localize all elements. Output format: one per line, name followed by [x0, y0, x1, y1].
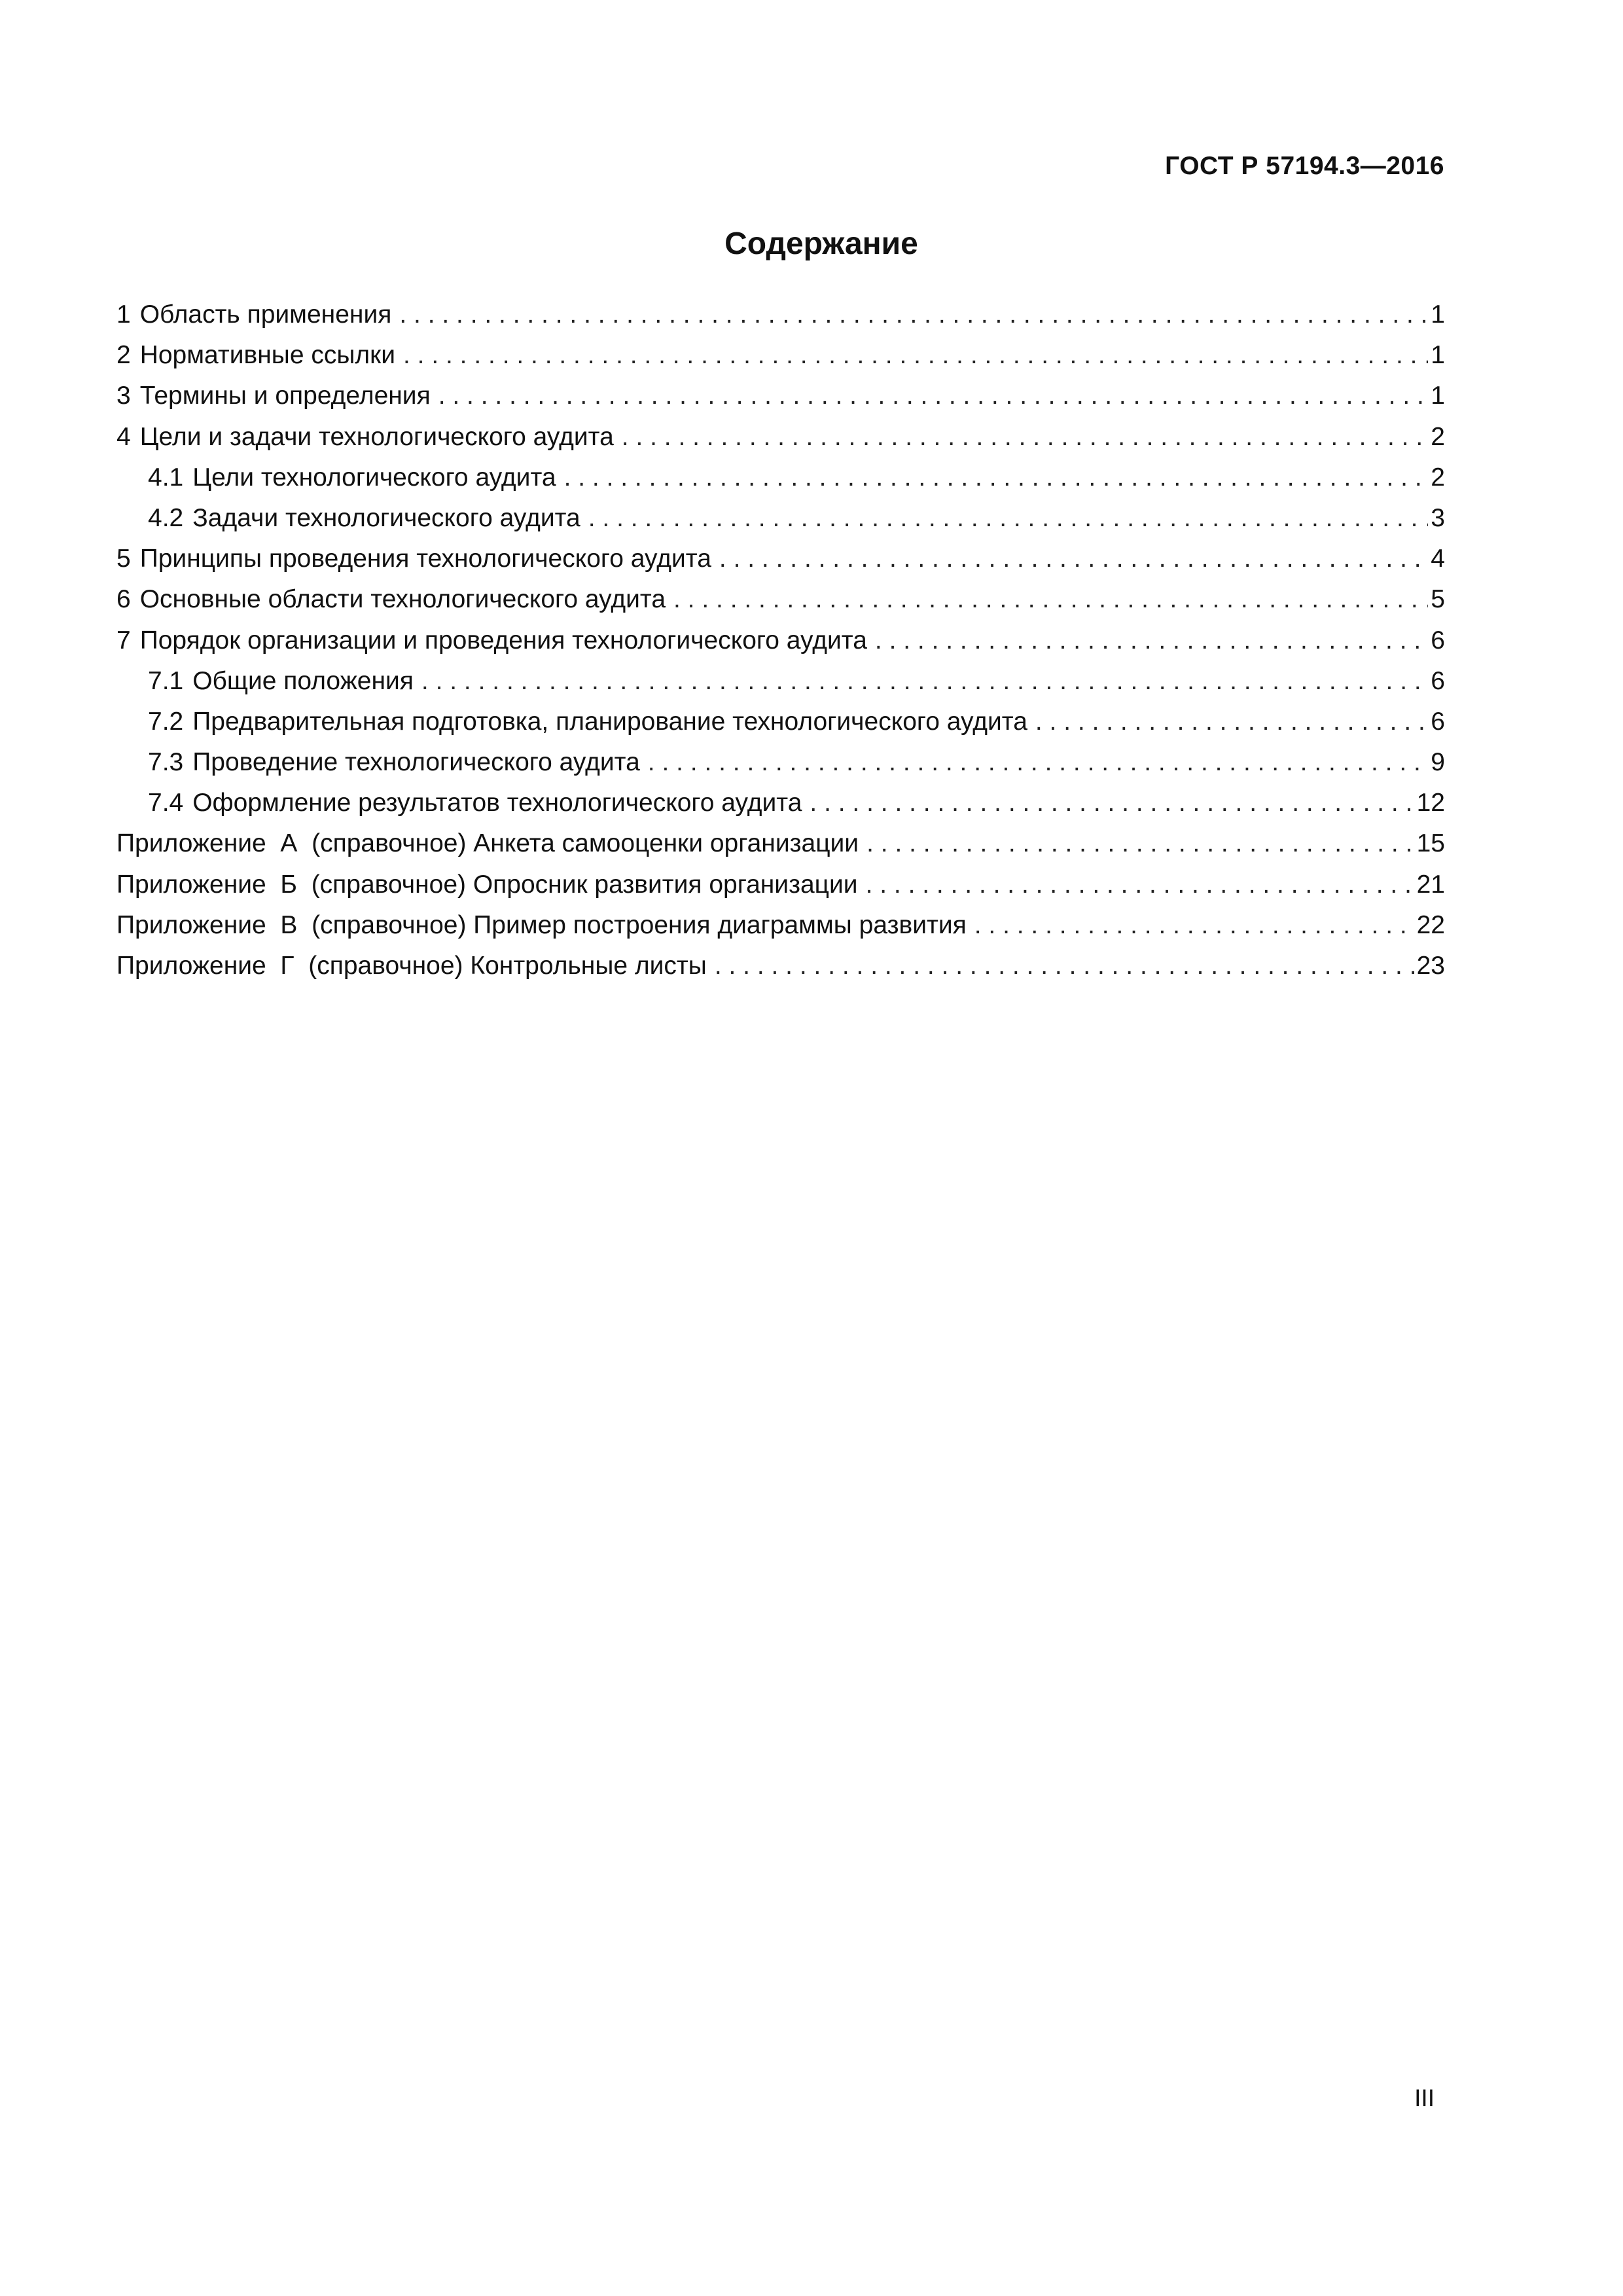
- toc-appendix-label: Приложение Б: [116, 870, 312, 899]
- toc-entry-page: 9: [1431, 748, 1445, 777]
- toc-dot-leader: [866, 865, 1414, 905]
- toc-entry-number: 2: [116, 341, 131, 370]
- toc-entry-page: 6: [1431, 666, 1445, 695]
- toc-appendix-label: Приложение А: [116, 829, 312, 858]
- toc-subentry[interactable]: [116, 457, 1445, 498]
- toc-appendix-entry[interactable]: [116, 823, 1445, 864]
- toc-entry-number: 7: [116, 626, 131, 655]
- toc-entry-page: 6: [1431, 707, 1445, 736]
- toc-entry-title: (справочное) Опросник развития организации: [311, 870, 858, 899]
- toc-entry-page: 1: [1431, 341, 1445, 370]
- toc-entry-title: (справочное) Пример построения диаграммы развития: [312, 910, 967, 939]
- toc-dot-leader: [974, 905, 1414, 946]
- document-code: ГОСТ Р 57194.3—2016: [1165, 152, 1444, 180]
- toc-subentry[interactable]: [116, 702, 1445, 742]
- toc-subentry[interactable]: [116, 783, 1445, 823]
- toc-entry-number: 6: [116, 585, 131, 614]
- toc-entry[interactable]: [116, 579, 1445, 620]
- toc-entry-number: 3: [116, 382, 131, 410]
- toc-dot-leader: [875, 620, 1428, 661]
- toc-entry-title: Нормативные ссылки: [139, 341, 395, 370]
- toc-entry-title: Цели и задачи технологического аудита: [139, 422, 614, 451]
- toc-entry[interactable]: [116, 295, 1445, 335]
- toc-entry-page: 3: [1431, 503, 1445, 532]
- toc-appendix-label: Приложение В: [116, 910, 312, 939]
- toc-entry-page: 21: [1416, 870, 1445, 899]
- toc-dot-leader: [715, 946, 1414, 986]
- toc-appendix-entry[interactable]: [116, 865, 1445, 905]
- toc-entry-title: Принципы проведения технологического аудита: [139, 545, 711, 573]
- toc-dot-leader: [1035, 702, 1428, 742]
- toc-entry-page: 12: [1416, 789, 1445, 817]
- toc-entry-page: 22: [1416, 910, 1445, 939]
- toc-entry-number: 4.1: [148, 463, 184, 492]
- toc-appendix-label: Приложение Г: [116, 952, 309, 980]
- toc-entry-title: (справочное) Анкета самооценки организации: [312, 829, 859, 858]
- toc-entry-title: Термины и определения: [139, 382, 431, 410]
- toc-entry-page: 1: [1431, 382, 1445, 410]
- toc-entry-page: 15: [1416, 829, 1445, 858]
- toc-appendix-entry[interactable]: [116, 905, 1445, 946]
- toc-entry-page: 1: [1431, 300, 1445, 329]
- toc-heading: Содержание: [724, 226, 918, 261]
- toc-entry[interactable]: [116, 417, 1445, 457]
- toc-entry-title: Основные области технологического аудита: [139, 585, 666, 614]
- toc-entry-page: 2: [1431, 422, 1445, 451]
- toc-dot-leader: [403, 335, 1428, 376]
- toc-entry-title: Оформление результатов технологического аудита: [192, 789, 802, 817]
- toc-entry-page: 6: [1431, 626, 1445, 655]
- toc-entry-number: 4: [116, 422, 131, 451]
- toc-entry[interactable]: [116, 376, 1445, 416]
- toc-subentry[interactable]: [116, 742, 1445, 783]
- toc-entry-number: 5: [116, 545, 131, 573]
- toc-dot-leader: [399, 295, 1428, 335]
- toc-appendix-entry[interactable]: [116, 946, 1445, 986]
- toc-entry-title: Порядок организации и проведения технологического аудита: [139, 626, 867, 655]
- toc-entry-title: (справочное) Контрольные листы: [308, 952, 707, 980]
- toc-dot-leader: [438, 376, 1429, 416]
- toc-entry-page: 23: [1416, 952, 1445, 980]
- toc-subentry[interactable]: [116, 498, 1445, 539]
- toc-subentry[interactable]: [116, 661, 1445, 702]
- toc-entry-title: Предварительная подготовка, планирование технологического аудита: [192, 707, 1027, 736]
- toc-entry-number: 7.4: [148, 789, 184, 817]
- toc-entry-page: 4: [1431, 545, 1445, 573]
- toc-entry-title: Общие положения: [192, 666, 414, 695]
- toc-entry-title: Задачи технологического аудита: [192, 503, 580, 532]
- toc-entry[interactable]: [116, 335, 1445, 376]
- toc-list: [116, 295, 1445, 986]
- toc-entry-number: 4.2: [148, 503, 184, 532]
- toc-entry[interactable]: [116, 539, 1445, 579]
- toc-entry-title: Цели технологического аудита: [192, 463, 556, 492]
- toc-entry-number: 7.3: [148, 748, 184, 777]
- toc-dot-leader: [564, 457, 1429, 498]
- toc-entry-number: 1: [116, 300, 131, 329]
- toc-dot-leader: [622, 417, 1429, 457]
- page-number: III: [1414, 2085, 1435, 2111]
- toc-entry-number: 7.1: [148, 666, 184, 695]
- toc-dot-leader: [719, 539, 1428, 579]
- toc-entry-title: Проведение технологического аудита: [192, 748, 640, 777]
- toc-entry-page: 2: [1431, 463, 1445, 492]
- toc-dot-leader: [648, 742, 1429, 783]
- toc-dot-leader: [421, 661, 1428, 702]
- toc-entry-title: Область применения: [139, 300, 392, 329]
- toc-entry-page: 5: [1431, 585, 1445, 614]
- toc-dot-leader: [673, 579, 1428, 620]
- toc-dot-leader: [588, 498, 1429, 539]
- toc-dot-leader: [866, 823, 1414, 864]
- toc-entry-number: 7.2: [148, 707, 184, 736]
- toc-entry[interactable]: [116, 620, 1445, 661]
- toc-dot-leader: [810, 783, 1414, 823]
